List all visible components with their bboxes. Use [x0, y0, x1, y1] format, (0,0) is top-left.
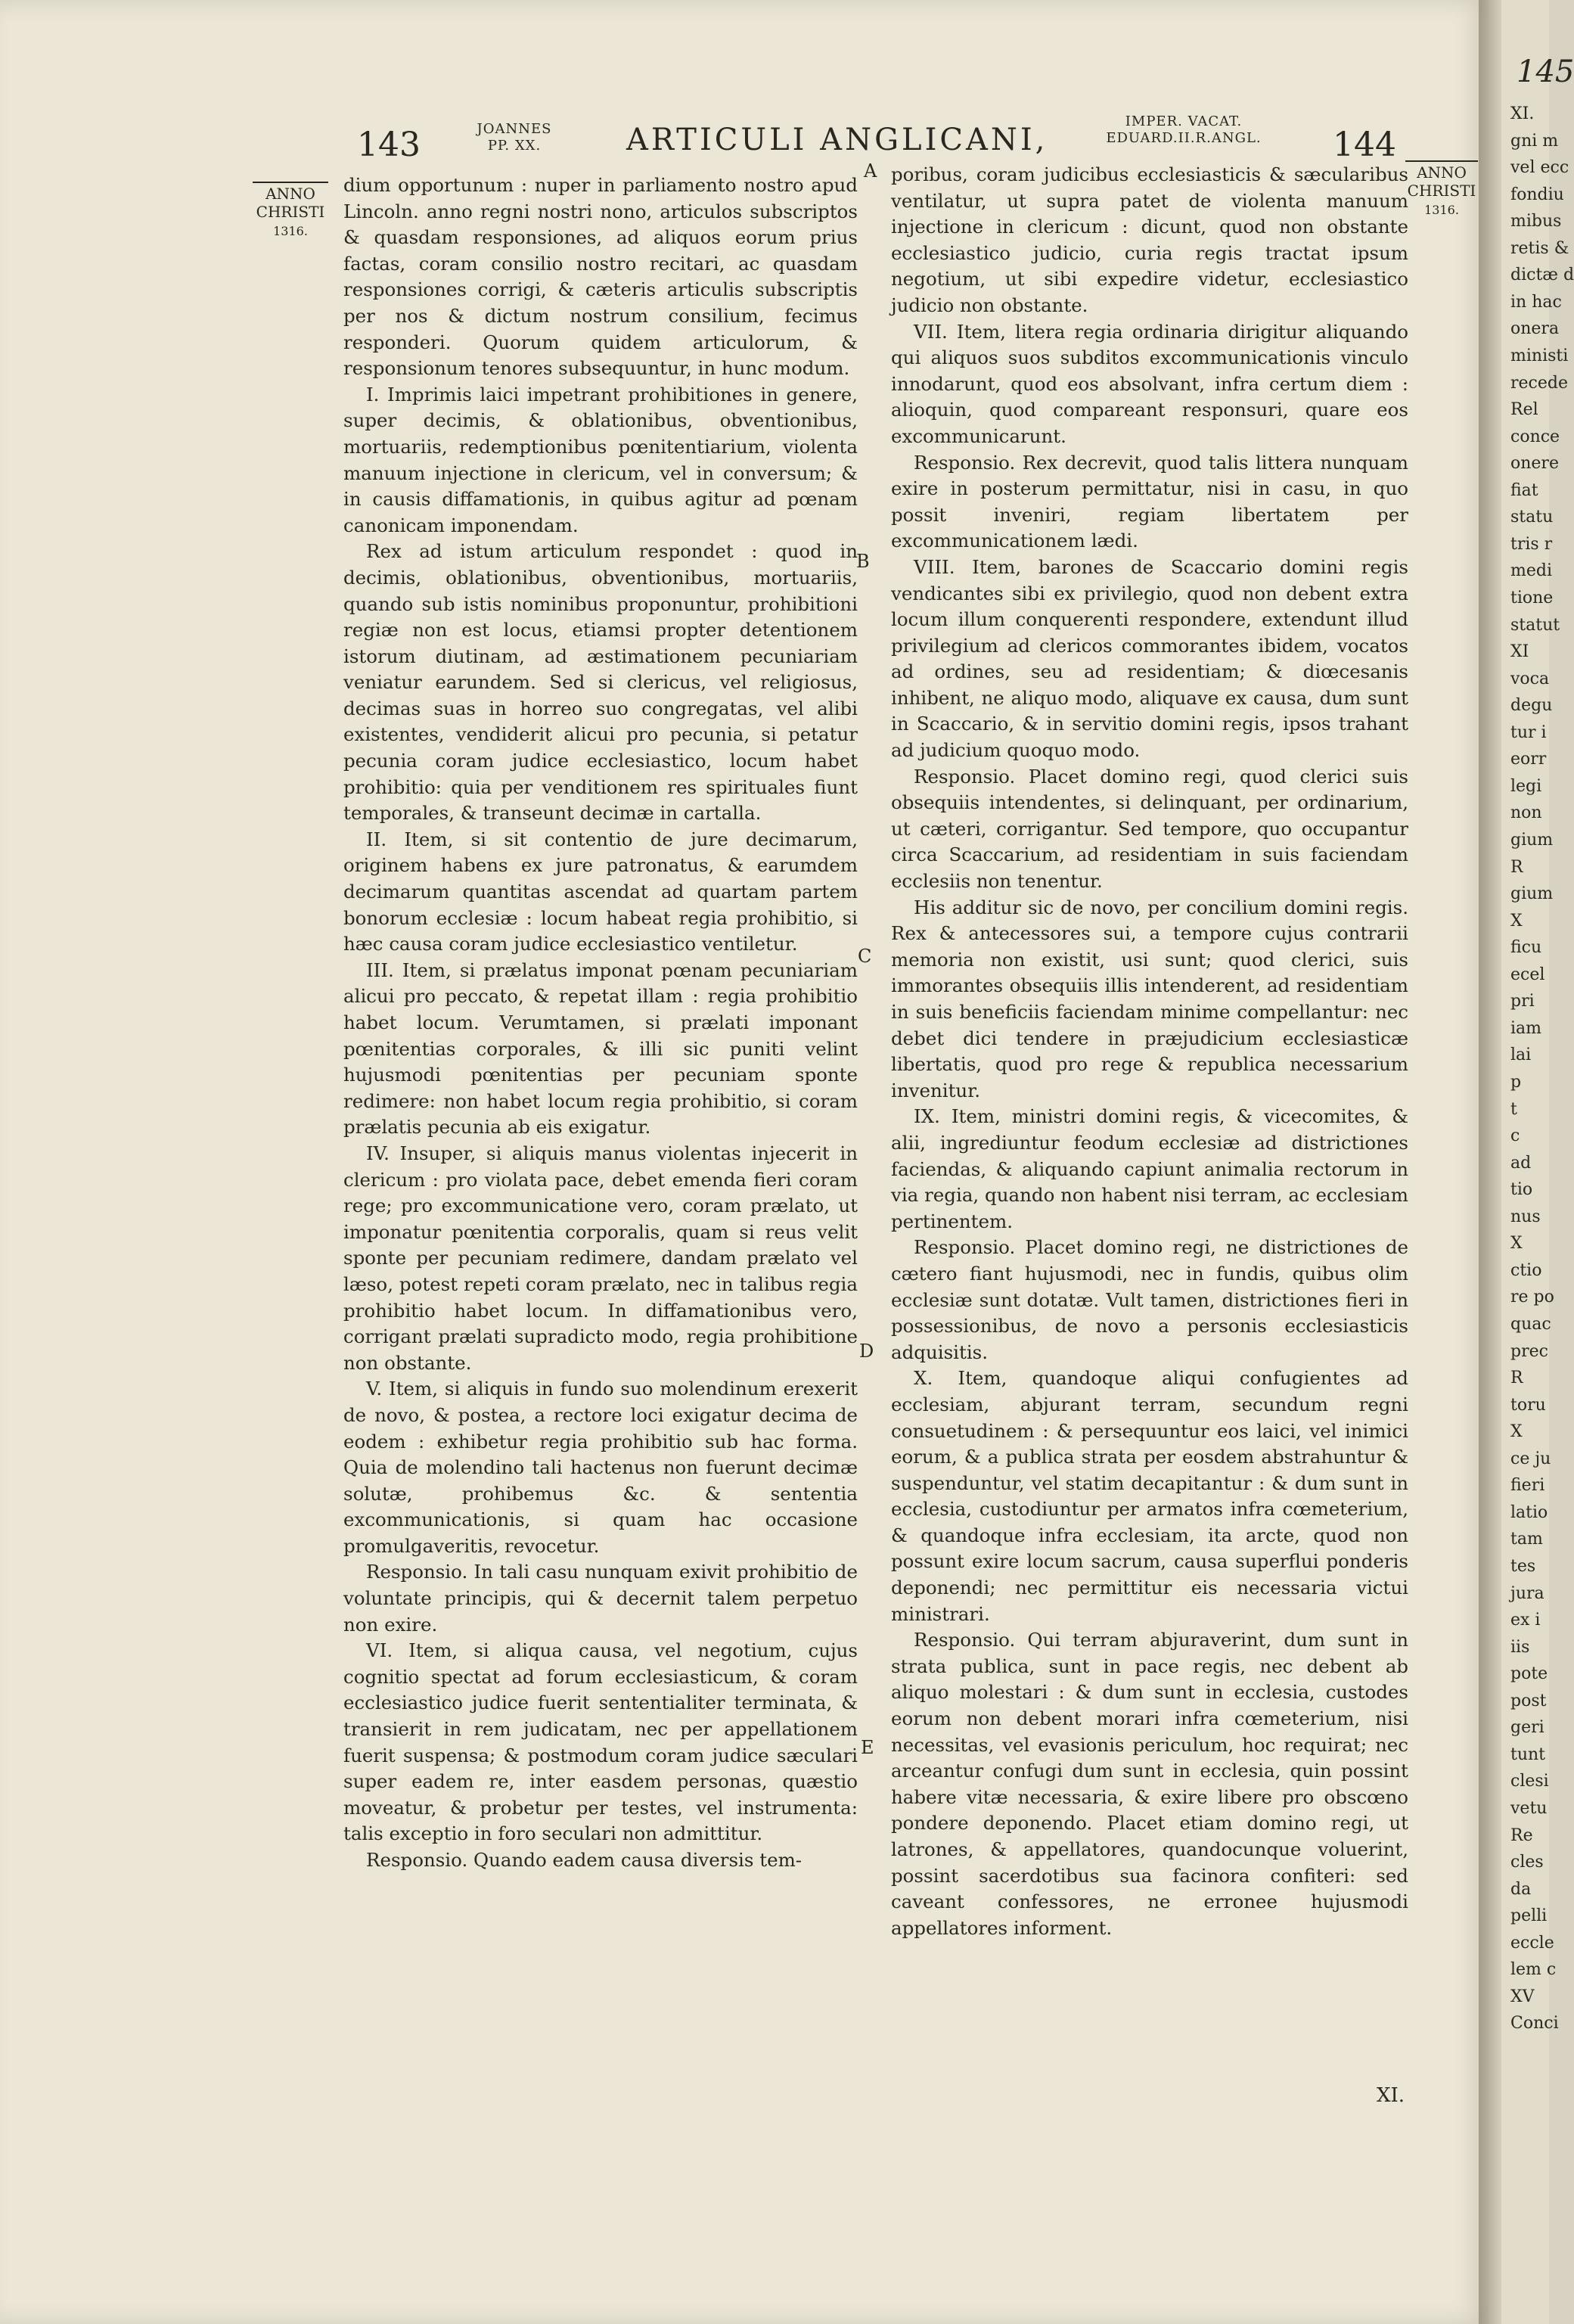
next-page-fragment: jura	[1510, 1584, 1545, 1603]
next-page-fragment: onera	[1510, 319, 1560, 338]
section-marker: C	[858, 946, 872, 967]
next-page-fragment: t	[1510, 1100, 1517, 1119]
next-page-fragment: tris r	[1510, 535, 1553, 554]
next-page-fragment: mibus	[1510, 212, 1562, 231]
next-page-edge	[1501, 0, 1574, 2324]
next-page-fragment: fieri	[1510, 1476, 1545, 1495]
next-page-fragment: non	[1510, 803, 1542, 822]
next-page-fragment: ce ju	[1510, 1449, 1551, 1468]
book-gutter	[1479, 0, 1501, 2324]
next-page-fragment: gium	[1510, 831, 1554, 850]
next-page-fragment: eorr	[1510, 750, 1547, 769]
anno-year: 1316.	[273, 224, 308, 238]
paragraph: IV. Insuper, si aliquis manus violentas injecerit in clericum : pro violata pace, debet emenda fieri coram rege; pro excommunicatione vero, coram prælato, ut imponatur pœnitentia corporalis, quam si reus velit sponte per pecuniam redimere, dandam prælato vel læso, potest repeti coram prælato, nec in talibus regia prohibitio habet locum. In diffamationibus vero, corrigant prælati supradicto modo, regia prohibitione non obstante.	[343, 1142, 858, 1374]
next-page-fragment: post	[1510, 1692, 1547, 1710]
next-page-fragment: XI.	[1510, 104, 1535, 123]
next-page-fragment: ministi	[1510, 346, 1569, 365]
next-page-fragment: nus	[1510, 1207, 1541, 1226]
next-page-fragment: XV	[1510, 1987, 1535, 2006]
next-page-fragment: R	[1510, 1369, 1523, 1387]
next-page-fragment: tio	[1510, 1180, 1533, 1199]
section-marker: A	[864, 160, 877, 182]
next-page-fragment: retis &	[1510, 239, 1569, 258]
imperial-heading: IMPER. VACAT. EDUARD.II.R.ANGL.	[1106, 113, 1262, 146]
next-page-fragment: toru	[1510, 1396, 1546, 1415]
page-header	[0, 113, 1489, 166]
paragraph: VIII. Item, barones de Scaccario domini regis vendicantes sibi ex privilegio, quod non debent extra locum illum conquerenti respondere, extendunt illud privilegium ad clericos commorantes ibidem, vocatos ad ordines, seu ad residentiam; & diœcesanis inhibent, ne aliquo modo, aliquave ex causa, dum sunt in Scaccario, & in servitio domini regis, ipsos trahant ad judicium quoquo modo.	[891, 555, 1408, 762]
paragraph: V. Item, si aliquis in fundo suo molendinum erexerit de novo, & postea, a rectore loci exigatur decima de eodem : exhibetur regia prohibitio sub hac forma. Quia de molendino tali hactenus non fuerunt decimæ solutæ, prohibemus &c. & sententia excommunicationis, si quam hac occasione promulgaveritis, revocetur.	[343, 1378, 858, 1557]
next-page-fragment: fondiu	[1510, 185, 1564, 204]
next-page-fragment: onere	[1510, 454, 1559, 473]
next-page-fragment: XI	[1510, 642, 1529, 661]
next-page-fragment: statu	[1510, 508, 1554, 527]
next-page-fragment: iam	[1510, 1019, 1542, 1038]
next-page-fragment: pri	[1510, 992, 1535, 1011]
next-page-fragment: quac	[1510, 1315, 1551, 1334]
next-page-fragment: recede	[1510, 374, 1568, 393]
next-page-fragment: pote	[1510, 1664, 1548, 1683]
paragraph: X. Item, quandoque aliqui confugientes ad ecclesiam, abjurant terram, secundum regni consuetudinem : & persequuntur eos laici, vel inimici eorum, & a publica strata per eosdem abstrahuntur & suspenduntur, vel statim decapitantur : & dum sunt in ecclesia, custodiuntur per armatos infra cœmeterium, & quandoque infra ecclesiam, ita arcte, quod non possunt exire locum sacrum, causa superflui ponderis deponendi; nec permittitur eis necessaria victui ministrari.	[891, 1367, 1408, 1625]
next-page-fragment: ecel	[1510, 965, 1545, 984]
next-page-fragment: statut	[1510, 616, 1560, 635]
next-page-fragment: R	[1510, 858, 1523, 877]
paragraph: Responsio. In tali casu nunquam exivit prohibitio de voluntate principis, qui & decernit talem perpetuo non exire.	[343, 1561, 858, 1636]
next-page-fragment: eccle	[1510, 1934, 1554, 1953]
next-page-fragment: latio	[1510, 1503, 1548, 1522]
next-page-fragment: dictæ d	[1510, 266, 1574, 284]
next-page-fragment: tur i	[1510, 723, 1547, 742]
next-page-fragment: fiat	[1510, 481, 1538, 500]
next-page-fragment: gni m	[1510, 132, 1559, 151]
paragraph: III. Item, si prælatus imponat pœnam pecuniariam alicui pro peccato, & repetat illam : regia prohibitio habet locum. Verumtamen, si prælati imponant pœnitentias corporales, & illi sic puniti velint hujusmodi pœnitentias per pecuniam sponte redimere: non habet locum regia prohibitio, si coram prælatis pecunia ab eis exigatur.	[343, 958, 858, 1139]
paragraph: Responsio. Rex decrevit, quod talis littera nunquam exire in posterum permittatur, nisi in casu, in quo possit inveniri, regiam libertatem per excommunicationem lædi.	[891, 451, 1408, 552]
anno-year: 1316.	[1424, 203, 1459, 217]
anno-label: ANNO CHRISTI	[253, 182, 328, 221]
paragraph: Responsio. Qui terram abjuraverint, dum sunt in strata publica, sunt in pace regis, nec debent ab aliquo molestari : & dum sunt in ecclesia, custodes eorum non debent morari infra cœmeterium, nisi necessitas, vel evasionis periculum, hoc requirat; nec arceantur confugi dum sunt in ecclesia, quin possint habere vitæ necessaria, & exire libere pro obscœno pondere deponendo. Placet etiam domino regi, ut latrones, & appellatores, quandocunque voluerint, possint sacerdotibus sua facinora confiteri: sed caveant confessores, ne erronee hujusmodi appellatores informent.	[891, 1629, 1408, 1939]
next-page-fragment: X	[1510, 1422, 1523, 1441]
next-page-fragment: tam	[1510, 1530, 1543, 1549]
next-page-fragment: p	[1510, 1073, 1522, 1092]
paragraph: II. Item, si sit contentio de jure decimarum, originem habens ex jure patronatus, & earumdem decimarum quantitas ascendat ad quartam partem bonorum ecclesiæ : locum habeat regia prohibitio, si hæc causa coram judice ecclesiastico ventiletur.	[343, 828, 858, 955]
next-page-fragment: in hac	[1510, 293, 1562, 312]
next-page-fragment: gium	[1510, 884, 1554, 903]
margin-year-right	[1405, 160, 1478, 219]
next-page-fragment: tes	[1510, 1557, 1536, 1576]
paragraph: His additur sic de novo, per concilium domini regis. Rex & antecessores sui, a tempore cujus contrarii memoria non existit, usi sunt; quod clerici, suis immorantes obsequiis illis intenderent, ad residentiam in suis beneficiis faciendam minime compellantur: nec debet dici tendere in præjudicium ecclesiasticæ libertatis, quod pro rege & republica necessarium invenitur.	[891, 896, 1408, 1101]
margin-year-left	[253, 182, 328, 241]
next-page-fragment: conce	[1510, 427, 1560, 446]
next-page-fragment: vetu	[1510, 1799, 1548, 1818]
catchword: XI.	[1377, 2084, 1405, 2107]
next-page-fragment: iis	[1510, 1638, 1530, 1657]
next-page-fragment: X	[1510, 912, 1523, 931]
next-page-fragment: legi	[1510, 777, 1542, 796]
section-marker: E	[861, 1737, 874, 1758]
next-page-fragment: ctio	[1510, 1261, 1542, 1280]
next-page-fragment: da	[1510, 1880, 1532, 1899]
paragraph: dium opportunum : nuper in parliamento nostro apud Lincoln. anno regni nostri nono, articulos subscriptos & quasdam responsiones, ad aliquos eorum prius factas, coram consilio nostro recitari, ac quasdam responsiones corrigi, & cæteris articulis subscriptis per nos & dictum nostrum consilium, fecimus responderi. Quorum quidem articulorum, & responsionum tenores subsequuntur, in hunc modum.	[343, 174, 858, 380]
next-page-fragment: Conci	[1510, 2014, 1559, 2033]
next-page-fragment: prec	[1510, 1342, 1548, 1361]
next-page-number: 145	[1517, 54, 1574, 89]
next-page-fragment: pelli	[1510, 1906, 1548, 1925]
next-page-fragment: X	[1510, 1234, 1523, 1253]
next-page-fragment: ad	[1510, 1154, 1532, 1173]
next-page-fragment: clesi	[1510, 1772, 1549, 1791]
next-page-fragment: ficu	[1510, 938, 1542, 957]
next-page-fragment: vel ecc	[1510, 158, 1569, 177]
section-marker: D	[859, 1341, 874, 1362]
anno-label: ANNO CHRISTI	[1405, 160, 1478, 200]
paragraph: Responsio. Placet domino regi, quod clerici suis obsequiis intendentes, si delinquant, per ordinarium, ut cæteri, corrigantur. Sed tempore, quo occupantur circa Scaccarium, ad residentiam in suis faciendam ecclesiis non tenentur.	[891, 765, 1408, 893]
paragraph: VI. Item, si aliqua causa, vel negotium, cujus cognitio spectat ad forum ecclesiasticum, & coram ecclesiastico judice fuerit sententialiter terminata, & transierit in rem judicatam, nec per appellationem fuerit suspensa; & postmodum coram judice sæculari super eadem re, inter easdem personas, quæstio moveatur, & probetur per testes, vel instrumenta: talis exceptio in foro seculari non admittitur.	[343, 1639, 858, 1845]
paragraph: Rex ad istum articulum respondet : quod in decimis, oblationibus, obventionibus, mortuariis, quando sub istis nominibus proponuntur, prohibitioni regiæ non est locus, etiamsi propter detentionem istorum diutinam, ad æstimationem pecuniariam veniatur earundem. Sed si clericus, vel religiosus, decimas suas in horreo suo congregatas, vel alibi existentes, vendiderit alicui pro pecunia, si petatur pecunia coram judice ecclesiastico, locum habet prohibitio: quia per venditionem res spirituales fiunt temporales, & transeunt decimæ in cartalla.	[343, 540, 858, 825]
right-text-column	[891, 162, 1408, 1941]
next-page-fragment: medi	[1510, 561, 1552, 580]
next-page-fragment: tione	[1510, 589, 1554, 607]
next-page-fragment: Rel	[1510, 400, 1538, 419]
next-page-fragment: ex i	[1510, 1611, 1541, 1630]
next-page-fragment: degu	[1510, 696, 1553, 715]
right-page-number: 144	[1333, 126, 1396, 164]
left-text-column	[343, 172, 858, 1874]
next-page-fragment: voca	[1510, 670, 1550, 688]
running-title: ARTICULI ANGLICANI,	[626, 123, 1048, 157]
paragraph: IX. Item, ministri domini regis, & vicecomites, & alii, ingrediuntur feodum ecclesiæ ad districtiones faciendas, & aliquando capiunt animalia rectorum in via regia, quando non habent nisi terram, ac ecclesiam pertinentem.	[891, 1105, 1408, 1232]
next-page-fragment: c	[1510, 1126, 1520, 1145]
pope-heading: JOANNES PP. XX.	[477, 121, 552, 154]
next-page-fragment: tunt	[1510, 1745, 1546, 1764]
paragraph: poribus, coram judicibus ecclesiasticis & sæcularibus ventilatur, ut supra patet de violenta manuum injectione in clericum : dicunt, quod non obstante ecclesiastico judicio, curia regis tractat ipsum negotium, ut sibi expedire videtur, ecclesiastico judicio non obstante.	[891, 163, 1408, 316]
paragraph: Responsio. Quando eadem causa diversis tem-	[366, 1849, 803, 1871]
next-page-fragment: Re	[1510, 1826, 1533, 1845]
section-marker: B	[856, 551, 870, 572]
paragraph: I. Imprimis laici impetrant prohibitiones in genere, super decimis, & oblationibus, obventionibus, mortuariis, redemptionibus pœnitentiarium, violenta manuum injectione in clericum, vel in conversum; & in causis diffamationis, in quibus agitur ad pœnam canonicam imponendam.	[343, 383, 858, 536]
next-page-fragment: re po	[1510, 1288, 1554, 1306]
left-page-number: 143	[357, 126, 421, 164]
paragraph: Responsio. Placet domino regi, ne districtiones de cætero fiant hujusmodi, nec in fundis, quibus olim ecclesiæ sunt dotatæ. Vult tamen, districtiones fieri in possessionibus, de novo a personis ecclesiasticis adquisitis.	[891, 1236, 1408, 1363]
next-page-fragment: cles	[1510, 1853, 1544, 1872]
next-page-fragment: lem c	[1510, 1960, 1557, 1979]
next-page-fragment: lai	[1510, 1045, 1532, 1064]
paragraph: VII. Item, litera regia ordinaria dirigitur aliquando qui aliquos suos subditos excommunicationis vinculo innodarunt, quod eos absolvant, infra certum diem : alioquin, quod compareant responsuri, quare eos excommunicarunt.	[891, 320, 1408, 447]
next-page-fragment: geri	[1510, 1718, 1545, 1737]
